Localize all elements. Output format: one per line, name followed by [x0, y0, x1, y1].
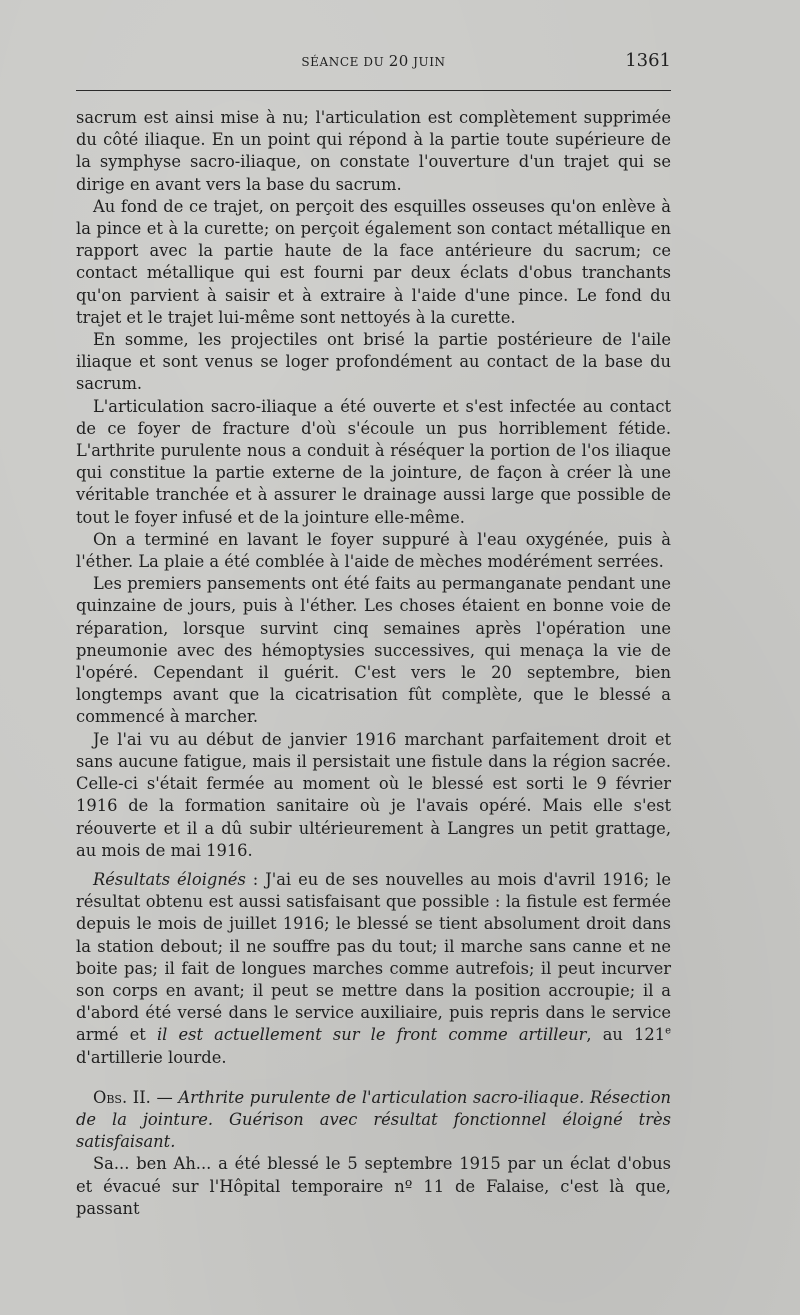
- page-number: 1361: [625, 50, 671, 71]
- results-paragraph: [76, 869, 671, 1069]
- running-head: [76, 52, 671, 70]
- running-head-day: 20: [388, 52, 409, 70]
- paragraph: L'articulation sacro-iliaque a été ouverte et s'est infectée au contact de ce foyer de fracture d'où s'écoule un pus horriblement fétide. L'arthrite purulente nous a conduit à réséquer la portion de l'os iliaque qui constitue la partie externe de la jointure, de façon à créer là une véritable tranchée et à assurer le drainage aussi large que possible de tout le foyer infusé et de la jointure elle-même.: [76, 396, 671, 527]
- spacer: [76, 1069, 671, 1087]
- page-header: [76, 50, 671, 78]
- spacer: [76, 862, 671, 869]
- running-head-month: JUIN: [408, 55, 446, 69]
- results-text-middle: , au 121: [586, 1025, 666, 1045]
- paragraph: Au fond de ce trajet, on perçoit des esquilles osseuses qu'on enlève à la pince et à la curette; on perçoit également son contact métallique en rapport avec la partie haute de la face antérieure du sacrum; ce contact métallique qui est fourni par deux éclats d'obus tranchants qu'on parvient à saisir et à extraire à l'aide d'une pince. Le fond du trajet et le trajet lui-même sont nettoyés à la curette.: [76, 196, 671, 327]
- results-label: Résultats éloignés: [93, 869, 246, 889]
- paragraph: On a terminé en lavant le foyer suppuré à l'eau oxygénée, puis à l'éther. La plaie a été comblée à l'aide de mèches modérément serrées.: [76, 529, 671, 572]
- paragraph: Je l'ai vu au début de janvier 1916 marchant parfaitement droit et sans aucune fatigue, mais il persistait une fistule dans la région sacrée. Celle-ci s'était fermée au moment où le blessé est sorti le 9 février 1916 de la formation sanitaire où je l'avais opéré. Mais elle s'est réouverte et il a dû subir ultérieurement à Langres un petit grattage, au mois de mai 1916.: [76, 729, 671, 860]
- observation-title: Arthrite purulente de l'articulation sacro-iliaque. Résection de la jointure. Guérison avec résultat fonctionnel éloigné très satisfaisant.: [76, 1087, 671, 1152]
- header-rule: [76, 90, 671, 91]
- running-head-prefix: SÉANCE DU: [301, 55, 389, 69]
- observation-label: Obs. II. —: [93, 1087, 179, 1107]
- results-italic-phrase: il est actuellement sur le front comme artilleur: [156, 1025, 587, 1045]
- observation-text: Sa... ben Ah... a été blessé le 5 septembre 1915 par un éclat d'obus et évacué sur l'Hôpital temporaire nº 11 de Falaise, c'est là que, passant: [76, 1154, 671, 1218]
- body-text: [76, 107, 671, 1220]
- paragraph-continuation: sacrum est ainsi mise à nu; l'articulation est complètement supprimée du côté iliaque. En un point qui répond à la partie toute supérieure de la symphyse sacro-iliaque, on constate l'ouverture d'un trajet qui se dirige en avant vers la base du sacrum.: [76, 108, 671, 194]
- page: [76, 50, 671, 1220]
- results-text-before: : J'ai eu de ses nouvelles au mois d'avril 1916; le résultat obtenu est aussi satisfaisant que possible : la fistule est fermée depuis le mois de juillet 1916; le blessé se tient absolument droit dans la station debout; il ne souffre pas du tout; il marche sans canne et ne boite pas; il fait de longues marches comme autrefois; il peut incurver son corps en avant; il peut se mettre dans la position accroupie; il a d'abord été versé dans le service auxiliaire, puis repris dans le service armé et: [76, 869, 672, 1045]
- paragraph: Les premiers pansements ont été faits au permanganate pendant une quinzaine de jours, puis à l'éther. Les choses étaient en bonne voie de réparation, lorsque survint cinq semaines après l'opération une pneumonie avec des hémoptysies successives, qui menaça la vie de l'opéré. Cependant il guérit. C'est vers le 20 septembre, bien longtemps avant que la cicatrisation fût complète, que le blessé a commencé à marcher.: [76, 574, 671, 727]
- observation-heading: [76, 1087, 671, 1154]
- results-superscript: e: [665, 1025, 672, 1037]
- results-text-after: d'artillerie lourde.: [76, 1047, 227, 1067]
- paragraph: En somme, les projectiles ont brisé la partie postérieure de l'aile iliaque et sont venus se loger profondément au contact de la base du sacrum.: [76, 330, 671, 394]
